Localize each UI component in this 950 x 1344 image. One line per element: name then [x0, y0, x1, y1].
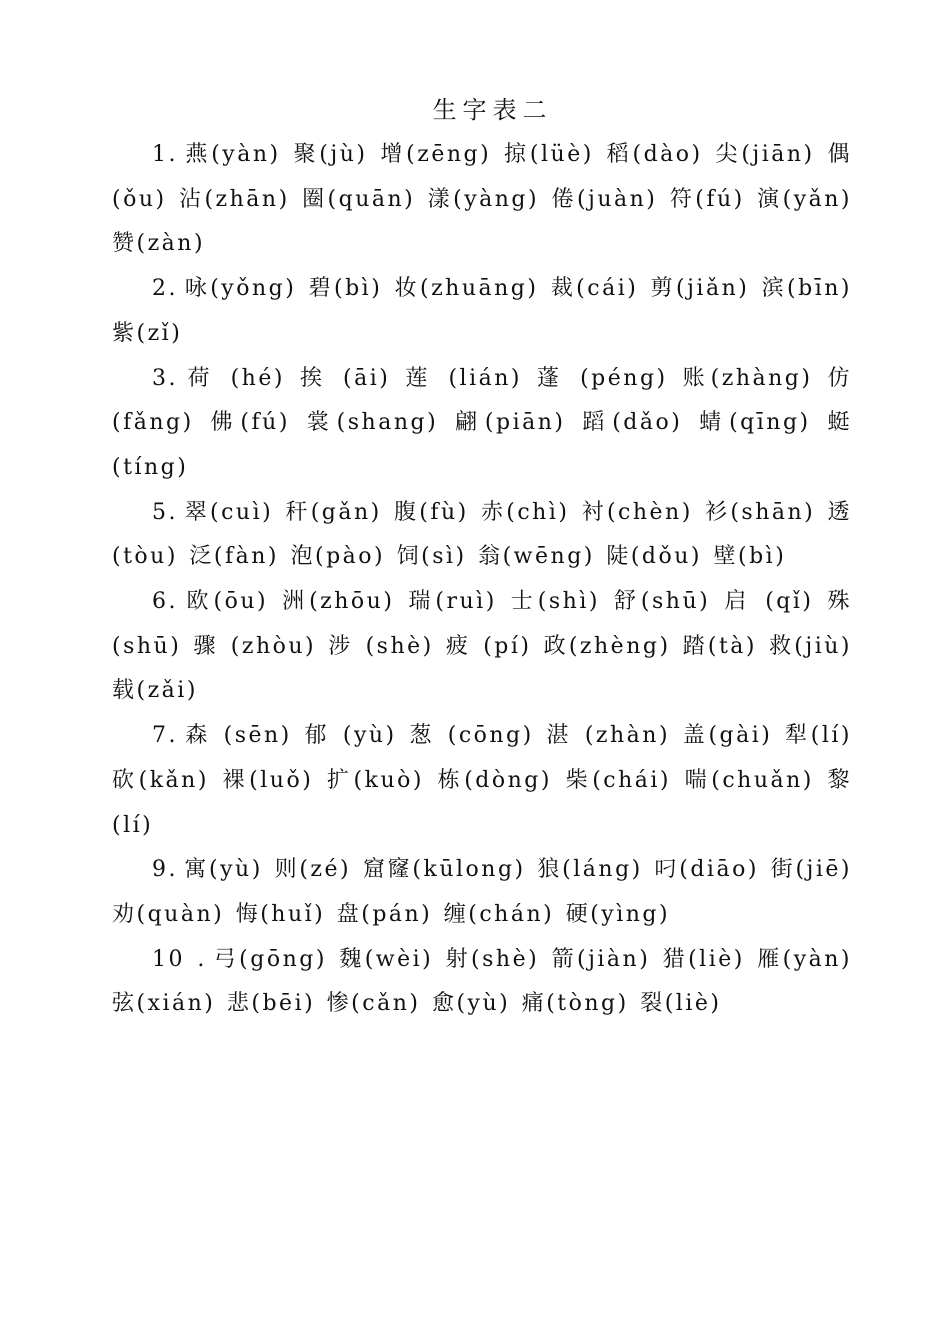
lesson-words: 翠(cuì) 秆(gǎn) 腹(fù) 赤(chì) 衬(chèn) 衫(shān) 透(tòu) 泛(fàn) 泡(pào) 饲(sì) 翁(wēng) 陡(dǒu) 壁(bì) — [112, 499, 852, 570]
lesson-entry-5 — [112, 491, 852, 580]
lesson-words: 燕(yàn) 聚(jù) 增(zēng) 掠(lüè) 稻(dào) 尖(jiān) 偶(ǒu) 沾(zhān) 圈(quān) 漾(yàng) 倦(juàn) 符(fú) 演(yǎn) 赞(zàn) — [112, 142, 852, 257]
lesson-entry-2 — [112, 267, 852, 356]
lesson-number: 10 . — [152, 946, 207, 972]
lesson-words: 寓(yù) 则(zé) 窟窿(kūlong) 狼(láng) 叼(diāo) 街(jiē) 劝(quàn) 悔(huǐ) 盘(pán) 缠(chán) 硬(yìng) — [112, 857, 852, 927]
lesson-entry-1 — [112, 133, 852, 267]
lesson-words: 荷 (hé) 挨 (āi) 莲 (lián) 蓬 (péng) 账(zhàng) 仿(fǎng) 佛(fú) 裳(shang) 翩(piān) 蹈(dǎo) 蜻(qīng) 蜓(tíng) — [112, 365, 852, 480]
lesson-entry-3 — [112, 357, 852, 491]
lesson-number: 1. — [152, 142, 178, 167]
vocabulary-list — [112, 133, 852, 1027]
lesson-words: 咏(yǒng) 碧(bì) 妆(zhuāng) 裁(cái) 剪(jiǎn) 滨(bīn) 紫(zǐ) — [112, 276, 852, 346]
page-title: 生字表二 — [432, 96, 553, 124]
lesson-entry-9 — [112, 848, 852, 937]
lesson-words: 欧(ōu) 洲(zhōu) 瑞(ruì) 士(shì) 舒(shū) 启 (qǐ) 殊(shū) 骤 (zhòu) 涉 (shè) 疲 (pí) 政(zhèng) 踏(tà) 救(jiù) 载(zǎi) — [112, 589, 852, 704]
lesson-entry-7 — [112, 714, 852, 848]
lesson-entry-6 — [112, 580, 852, 714]
lesson-number: 9. — [152, 857, 178, 883]
lesson-entry-10 — [112, 938, 852, 1027]
lesson-number: 5. — [152, 499, 178, 525]
lesson-number: 2. — [152, 276, 178, 302]
lesson-number: 6. — [152, 589, 178, 615]
lesson-number: 3. — [152, 365, 178, 391]
lesson-words: 弓(gōng) 魏(wèi) 射(shè) 箭(jiàn) 猎(liè) 雁(yàn) 弦(xián) 悲(bēi) 惨(cǎn) 愈(yù) 痛(tòng) 裂(liè) — [112, 946, 853, 1017]
lesson-number: 7. — [152, 723, 178, 749]
lesson-words: 森 (sēn) 郁 (yù) 葱 (cōng) 湛 (zhàn) 盖(gài) 犁(lí) 砍(kǎn) 裸(luǒ) 扩(kuò) 栋(dòng) 柴(chái) 喘(chuǎn) 黎(lí) — [112, 723, 852, 838]
